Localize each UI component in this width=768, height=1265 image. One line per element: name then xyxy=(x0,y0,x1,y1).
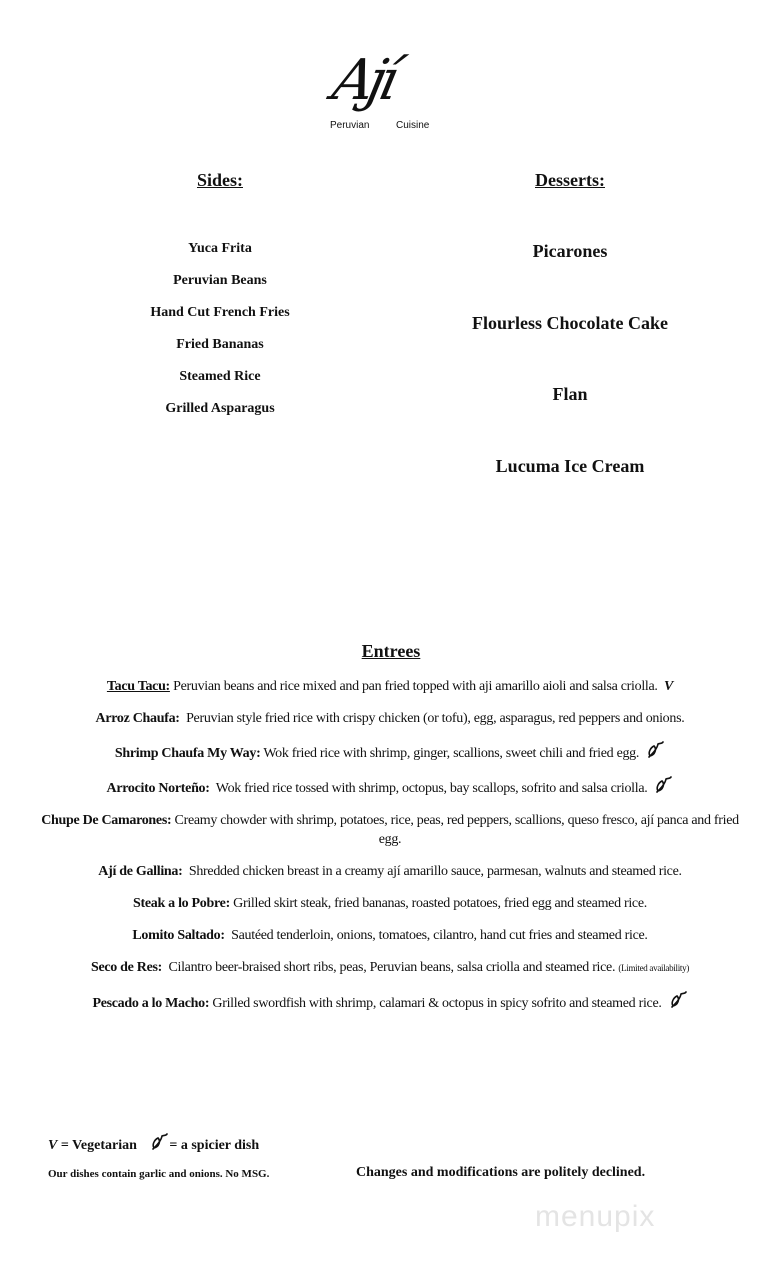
entree-item xyxy=(34,862,746,881)
entree-name: Lomito Saltado: xyxy=(132,928,225,943)
side-item: Grilled Asparagus xyxy=(165,401,275,416)
chili-pepper-icon xyxy=(653,776,673,794)
availability-note: (Limited availability) xyxy=(618,963,690,973)
dessert-item: Lucuma Ice Cream xyxy=(495,456,645,476)
entree-description: Shredded chicken breast in a creamy ají amarillo sauce, parmesan, walnuts and steamed rice. xyxy=(188,864,682,879)
vegetarian-legend-label: = Vegetarian xyxy=(60,1138,137,1153)
entree-item xyxy=(34,894,746,913)
side-item: Hand Cut French Fries xyxy=(150,305,290,320)
entree-name: Ají de Gallina: xyxy=(98,864,183,879)
dessert-item: Flan xyxy=(552,384,588,404)
entree-name: Chupe De Camarones: xyxy=(41,813,172,828)
entree-name: Steak a lo Pobre: xyxy=(133,896,230,911)
entree-description: Peruvian beans and rice mixed and pan fried topped with aji amarillo aioli and salsa criolla. xyxy=(173,679,658,694)
entree-item xyxy=(34,811,746,849)
entree-description: Creamy chowder with shrimp, potatoes, rice, peas, red peppers, scallions, queso fresco, ají panca and fried egg. xyxy=(174,813,739,847)
dessert-item: Flourless Chocolate Cake xyxy=(472,313,668,333)
chili-pepper-icon xyxy=(645,741,665,759)
sides-heading: Sides: xyxy=(196,170,243,190)
entree-description: Peruvian style fried rice with crispy chicken (or tofu), egg, asparagus, red peppers and onions. xyxy=(186,711,685,726)
entree-description: Sautéed tenderloin, onions, tomatoes, cilantro, hand cut fries and steamed rice. xyxy=(231,928,648,943)
side-item: Yuca Frita xyxy=(188,241,252,256)
entree-item xyxy=(34,991,746,1013)
entree-description: Wok fried rice with shrimp, ginger, scallions, sweet chili and fried egg. xyxy=(263,746,640,761)
restaurant-logo xyxy=(327,48,440,158)
entree-name: Seco de Res: xyxy=(90,960,163,975)
entree-name: Arroz Chaufa: xyxy=(95,711,180,726)
entree-description: Grilled swordfish with shrimp, calamari & octopus in spicy sofrito and steamed rice. xyxy=(212,996,662,1011)
watermark: menupix xyxy=(535,1200,656,1233)
entree-name: Tacu Tacu: xyxy=(106,679,170,694)
entree-description: Wok fried rice tossed with shrimp, octopus, bay scallops, sofrito and salsa criolla. xyxy=(215,781,648,796)
chili-pepper-icon xyxy=(668,991,688,1009)
entree-list xyxy=(34,677,746,1013)
entree-item xyxy=(34,741,746,763)
logo-subtitle-left: Peruvian xyxy=(330,120,370,131)
entrees-heading: Entrees xyxy=(361,641,421,661)
entree-item xyxy=(34,677,746,696)
legend xyxy=(48,1133,259,1154)
logo-subtitle-right: Cuisine xyxy=(396,120,430,131)
side-item: Fried Bananas xyxy=(176,337,264,352)
entree-item xyxy=(34,958,746,978)
dessert-item: Picarones xyxy=(532,241,608,261)
side-item: Peruvian Beans xyxy=(173,273,267,288)
allergen-note: Our dishes contain garlic and onions. No MSG. xyxy=(48,1168,270,1180)
desserts-heading: Desserts: xyxy=(535,170,605,190)
entree-name: Arrocito Norteño: xyxy=(106,781,210,796)
side-item: Steamed Rice xyxy=(179,369,261,384)
spicy-legend-label: = a spicier dish xyxy=(169,1138,260,1153)
entree-name: Pescado a lo Macho: xyxy=(92,996,210,1011)
entree-description: Cilantro beer-braised short ribs, peas, Peruvian beans, salsa criolla and steamed rice. xyxy=(168,960,616,975)
entree-name: Shrimp Chaufa My Way: xyxy=(114,746,261,761)
chili-pepper-icon xyxy=(149,1133,169,1151)
logo-wordmark: Ají xyxy=(327,48,399,113)
vegetarian-symbol: V xyxy=(48,1138,58,1153)
entree-description: Grilled skirt steak, fried bananas, roasted potatoes, fried egg and steamed rice. xyxy=(233,896,647,911)
policy-note: Changes and modifications are politely declined. xyxy=(356,1165,646,1180)
entree-item xyxy=(34,709,746,728)
entree-item xyxy=(34,926,746,945)
vegetarian-tag: V xyxy=(664,679,674,694)
entree-item xyxy=(34,776,746,798)
